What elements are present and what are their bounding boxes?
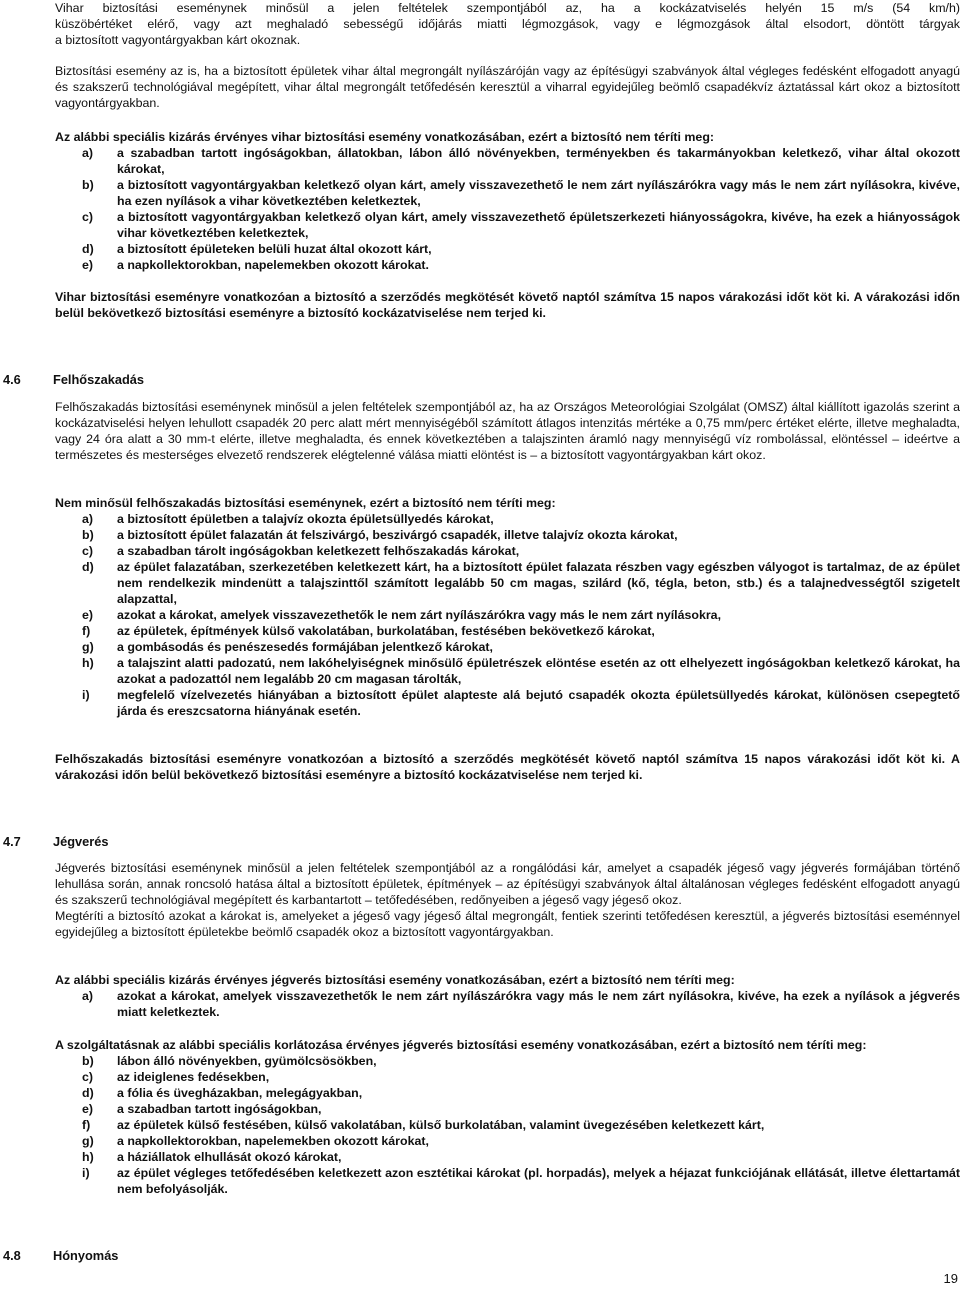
felhoszakadas-waiting-period xyxy=(55,751,960,783)
vihar-exclusions-list xyxy=(55,145,960,273)
felhoszakadas-exclusion-item xyxy=(55,687,960,719)
list-item-label: e) xyxy=(82,608,94,622)
jegveres-limitations xyxy=(55,1037,960,1197)
jegveres-coverage-text: Megtéríti a biztosító azokat a károkat is, amelyeket a jégeső vagy jégeső által megrongált, fentiek szerinti tetőfedésen keresztül, a jégverés biztosítási eseménnyel egyidejűleg a biztosított épületekbe beömlő csapadék okoz a biztosított vagyontárgyakban. xyxy=(55,909,960,939)
list-item-text: az ideiglenes fedésekben, xyxy=(117,1070,270,1084)
list-item-label: c) xyxy=(82,544,94,558)
list-item-label: d) xyxy=(82,1086,94,1100)
list-item-label: f) xyxy=(82,1118,91,1132)
vihar-extra-paragraph xyxy=(55,63,960,111)
felhoszakadas-exclusion-item xyxy=(55,655,960,687)
vihar-definition-line: a biztosított vagyontárgyakban kárt okoznak. xyxy=(55,33,301,47)
felhoszakadas-exclusion-item xyxy=(55,607,960,623)
list-item-label: h) xyxy=(82,656,94,670)
list-item-text: az épületek külső festésében, külső vakolatában, külső burkolatában, valamint üvegezésében keletkezett kárt, xyxy=(117,1118,765,1132)
jegveres-limitations-intro: A szolgáltatásnak az alábbi speciális korlátozása érvényes jégverés biztosítási esemény vonatkozásában, ezért a biztosító nem téríti meg: xyxy=(55,1038,867,1052)
list-item-text: a biztosított épületben a talajvíz okozta épületsüllyedés károkat, xyxy=(117,512,494,526)
list-item-label: i) xyxy=(82,1166,90,1180)
list-item-label: i) xyxy=(82,688,90,702)
vihar-exclusions-intro: Az alábbi speciális kizárás érvényes vihar biztosítási esemény vonatkozásában, ezért a biztosító nem téríti meg: xyxy=(55,130,715,144)
felhoszakadas-definition-text: Felhőszakadás biztosítási eseménynek minősül a jelen feltételek szempontjából az, ha az Országos Meteorológiai Szolgálat (OMSZ) által kiállított igazolás szerint a kockázatviselési helyen lehullott csapadék 20 perc alatt mért mennyiségéből számított átlagos intenzitás mértéke a 0,75 mm/perc értéket elérte, illetve meghaladta, vagy 24 óra alatt a 30 mm-t elérte, illetve meghaladta, és ennek következtében a talajszinten áramló nagy mennyiségű víz rombolással, elöntéssel – ideértve a természetes és mesterséges elvezető rendszerek elégtelenné válása miatti elöntést is – a biztosított vagyontárgyakban kárt okoz. xyxy=(55,400,960,462)
list-item-label: d) xyxy=(82,242,94,256)
vihar-definition xyxy=(55,0,960,48)
jegveres-definition xyxy=(55,860,960,940)
jegveres-limitation-item xyxy=(55,1101,960,1117)
felhoszakadas-exclusion-item xyxy=(55,527,960,543)
felhoszakadas-exclusion-item xyxy=(55,639,960,655)
page-number: 19 xyxy=(943,1271,958,1286)
list-item-label: b) xyxy=(82,528,94,542)
vihar-extra-text: Biztosítási esemény az is, ha a biztosított épületek vihar által megrongált nyílászáróján vagy az építésügyi szabványok által végleges fedésként elfogadott anyagú és szakszerű technológiával megépített, vihar által megrongált tetőfedésén keresztül a viharral egyidejűleg beömlő csapadékvíz áztatással kárt okoz a biztosított vagyontárgyakban. xyxy=(55,64,960,110)
felhoszakadas-exclusions-list xyxy=(55,511,960,719)
jegveres-limitation-item xyxy=(55,1149,960,1165)
felhoszakadas-exclusions xyxy=(55,495,960,719)
list-item-text: lábon álló növényekben, gyümölcsösökben, xyxy=(117,1054,377,1068)
list-item-label: e) xyxy=(82,258,94,272)
list-item-label: g) xyxy=(82,1134,94,1148)
jegveres-exclusions xyxy=(55,972,960,1020)
section-heading-4-8 xyxy=(3,1248,403,1264)
section-number: 4.6 xyxy=(3,372,21,387)
list-item-text: a gombásodás és penészesedés formájában jelentkező károkat, xyxy=(117,640,494,654)
jegveres-definition-text: Jégverés biztosítási eseménynek minősül a jelen feltételek szempontjából az a rongálódási kár, amelyet a csapadék jégeső vagy jégverés formájában történő lehullása során, annak roncsoló hatása által a biztosított épületek, építmények – az építésügyi szabványok által általánosan végleges fedésként elfogadott anyagú és szakszerű technológiával megépített és karbantartott – tetőfedésében, redőnyeiben a jégeső vagy jégeső okoz. xyxy=(55,861,960,907)
list-item-label: d) xyxy=(82,560,94,574)
list-item-label: b) xyxy=(82,1054,94,1068)
felhoszakadas-exclusion-item xyxy=(55,623,960,639)
section-heading-4-7 xyxy=(3,834,403,850)
jegveres-exclusions-intro: Az alábbi speciális kizárás érvényes jégverés biztosítási esemény vonatkozásában, ezért a biztosító nem téríti meg: xyxy=(55,973,735,987)
list-item-text: a biztosított vagyontárgyakban keletkező olyan kárt, amely visszavezethető épületszerkezeti hiányosságokra, kivéve, ha ezek a hiányosságok vihar következtében keletkeztek, xyxy=(117,210,960,240)
section-title: Felhőszakadás xyxy=(53,372,145,387)
vihar-exclusion-item xyxy=(55,209,960,241)
list-item-text: a biztosított vagyontárgyakban keletkező olyan kárt, amely visszavezethető le nem zárt nyílászárókra vagy más le nem zárt nyílásokra, kivéve, ha ezen nyílások a vihar következtében keletkeztek, xyxy=(117,178,960,208)
list-item-label: h) xyxy=(82,1150,94,1164)
vihar-exclusion-item xyxy=(55,241,960,257)
vihar-exclusion-item xyxy=(55,145,960,177)
vihar-exclusion-item xyxy=(55,177,960,209)
felhoszakadas-exclusions-intro: Nem minősül felhőszakadás biztosítási eseménynek, ezért a biztosító nem téríti meg: xyxy=(55,496,556,510)
list-item-label: c) xyxy=(82,1070,94,1084)
list-item-label: g) xyxy=(82,640,94,654)
list-item-text: azokat a károkat, amelyek visszavezethetők le nem zárt nyílászárókra vagy más le nem zárt nyílásokra, xyxy=(117,608,722,622)
felhoszakadas-exclusion-item xyxy=(55,543,960,559)
list-item-text: a szabadban tartott ingóságokban, xyxy=(117,1102,322,1116)
list-item-text: a napkollektorokban, napelemekben okozott károkat, xyxy=(117,1134,429,1148)
list-item-label: a) xyxy=(82,512,94,526)
section-title: Hónyomás xyxy=(53,1248,119,1263)
list-item-text: az épület falazatában, szerkezetében keletkezett kárt, ha a biztosított épület falazata részben vagy egészben vályogot is tartalmaz, de az épület nem rendelkezik mindenütt a talajszinttől számított legalább 50 cm magas, szilárd (kő, tégla, beton, stb.) és a talajnedvességtől szigetelt alapzattal, xyxy=(117,560,960,606)
list-item-text: a szabadban tartott ingóságokban, állatokban, lábon álló növényekben, terményekben és takarmányokban keletkező, vihar által okozott károkat, xyxy=(117,146,960,176)
section-heading-4-6 xyxy=(3,372,403,388)
vihar-exclusion-item xyxy=(55,257,960,273)
section-title: Jégverés xyxy=(53,834,109,849)
section-number: 4.8 xyxy=(3,1248,21,1263)
section-number: 4.7 xyxy=(3,834,21,849)
list-item-label: f) xyxy=(82,624,91,638)
vihar-definition-line: küszöbértéket elérő, vagy azt meghaladó sebességű időjárás miatti légmozgások, vagy e légmozgások által elsodort, döntött tárgyak xyxy=(55,17,960,31)
list-item-label: b) xyxy=(82,178,94,192)
vihar-exclusions xyxy=(55,129,960,273)
list-item-text: a szabadban tárolt ingóságokban keletkezett felhőszakadás károkat, xyxy=(117,544,520,558)
list-item-label: c) xyxy=(82,210,94,224)
list-item-label: a) xyxy=(82,989,94,1003)
jegveres-exclusions-list xyxy=(55,988,960,1020)
list-item-text: az épület végleges tetőfedésében keletkezett azon esztétikai károkat (pl. horpadás), melyek a héjazat funkciójának ellátását, illetve élettartamát nem befolyásolják. xyxy=(117,1166,960,1196)
list-item-text: a háziállatok elhullását okozó károkat, xyxy=(117,1150,342,1164)
jegveres-limitation-item xyxy=(55,1117,960,1133)
list-item-label: a) xyxy=(82,146,94,160)
jegveres-limitation-item xyxy=(55,1165,960,1197)
felhoszakadas-exclusion-item xyxy=(55,559,960,607)
jegveres-exclusion-item xyxy=(55,988,960,1020)
vihar-waiting-text: Vihar biztosítási eseményre vonatkozóan a biztosító a szerződés megkötését követő naptól számítva 15 napos várakozási időt köt ki. A várakozási időn belül bekövetkező biztosítási eseményre a biztosító kockázatviselése nem terjed ki. xyxy=(55,290,960,320)
list-item-text: a fólia és üvegházakban, melegágyakban, xyxy=(117,1086,363,1100)
jegveres-limitation-item xyxy=(55,1069,960,1085)
vihar-waiting-period xyxy=(55,289,960,321)
felhoszakadas-exclusion-item xyxy=(55,511,960,527)
jegveres-limitation-item xyxy=(55,1133,960,1149)
list-item-text: az épületek, építmények külső vakolatában, burkolatában, festésében bekövetkező károkat, xyxy=(117,624,655,638)
list-item-text: a talajszint alatti padozatú, nem lakóhelyiségnek minősülő épületrészek elöntése esetén az ott elhelyezett ingóságokban keletkező károkat, ha azokat a padozattól nem legalább 20 cm magasan tárolták, xyxy=(117,656,960,686)
felhoszakadas-definition xyxy=(55,399,960,463)
list-item-text: megfelelő vízelvezetés hiányában a biztosított épület alapteste alá bejutó csapadék okozta épületsüllyedés károkat, különösen csepegtető járda és ereszcsatorna hiányának esetén. xyxy=(117,688,960,718)
jegveres-limitation-item xyxy=(55,1085,960,1101)
jegveres-limitation-item xyxy=(55,1053,960,1069)
list-item-label: e) xyxy=(82,1102,94,1116)
felhoszakadas-waiting-text: Felhőszakadás biztosítási eseményre vonatkozóan a biztosító a szerződés megkötését követő naptól számítva 15 napos várakozási időt köt ki. A várakozási időn belül bekövetkező biztosítási eseményre a biztosító kockázatviselése nem terjed ki. xyxy=(55,752,960,782)
list-item-text: a biztosított épület falazatán át felszivárgó, beszivárgó csapadék, illetve talajvíz okozta károkat, xyxy=(117,528,678,542)
vihar-definition-line: Vihar biztosítási eseménynek minősül a jelen feltételek szempontjából az, ha a kockázatviselés helyén 15 m/s (54 km/h) xyxy=(55,1,960,15)
list-item-text: a napkollektorokban, napelemekben okozott károkat. xyxy=(117,258,429,272)
jegveres-limitations-list xyxy=(55,1053,960,1197)
list-item-text: a biztosított épületeken belüli huzat által okozott kárt, xyxy=(117,242,432,256)
list-item-text: azokat a károkat, amelyek visszavezethetők le nem zárt nyílászárókra vagy más le nem zárt nyílásokra, kivéve, ha ezek a nyílások a jégverés miatt keletkeztek. xyxy=(117,989,960,1019)
